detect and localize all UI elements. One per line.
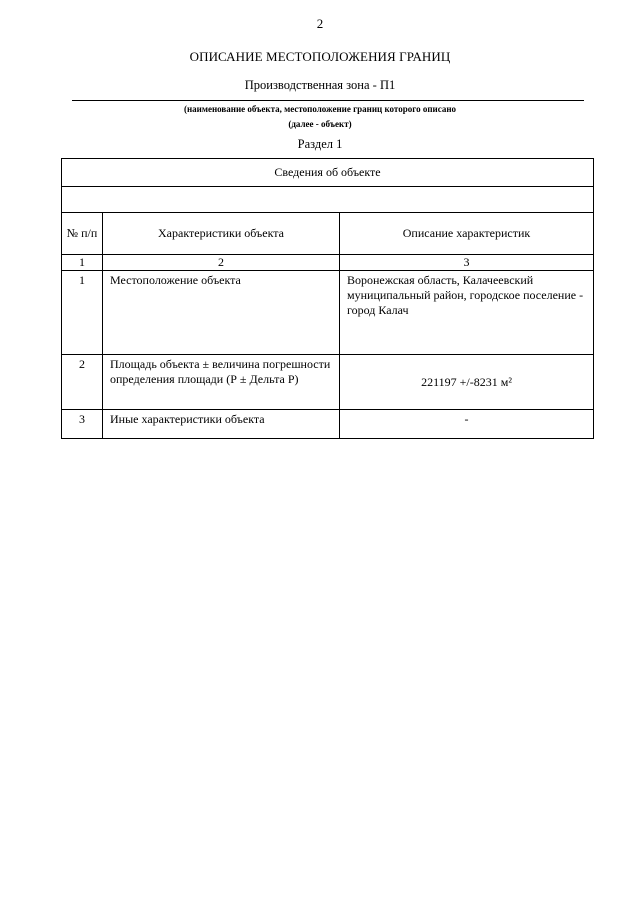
row-characteristic: Иные характеристики объекта bbox=[103, 410, 340, 439]
column-header-characteristics: Характеристики объекта bbox=[103, 213, 340, 255]
column-number-row bbox=[62, 255, 594, 271]
object-note-line1: (наименование объекта, местоположение границ которого описано bbox=[183, 104, 457, 114]
table-row bbox=[62, 355, 594, 410]
column-header-number: № п/п bbox=[62, 213, 103, 255]
object-info-table bbox=[61, 158, 594, 439]
table-header: Сведения об объекте bbox=[62, 159, 594, 187]
section-label: Раздел 1 bbox=[297, 137, 343, 151]
page-number: 2 bbox=[316, 16, 324, 31]
column-number: 1 bbox=[62, 255, 103, 271]
row-number: 3 bbox=[62, 410, 103, 439]
table-empty-row bbox=[62, 187, 594, 213]
column-header-description: Описание характеристик bbox=[340, 213, 594, 255]
column-number: 2 bbox=[103, 255, 340, 271]
row-number: 1 bbox=[62, 271, 103, 355]
table-header-row bbox=[62, 159, 594, 187]
table-row bbox=[62, 271, 594, 355]
row-characteristic: Местоположение объекта bbox=[103, 271, 340, 355]
row-description: 221197 +/-8231 м² bbox=[340, 355, 594, 410]
underline-rule bbox=[72, 100, 584, 101]
row-characteristic: Площадь объекта ± величина погрешности определения площади (Р ± Дельта Р) bbox=[103, 355, 340, 410]
row-description: Воронежская область, Калачеевский муниципальный район, городское поселение - город Калач bbox=[340, 271, 594, 355]
row-number: 2 bbox=[62, 355, 103, 410]
document-title: ОПИСАНИЕ МЕСТОПОЛОЖЕНИЯ ГРАНИЦ bbox=[189, 49, 451, 64]
empty-cell bbox=[62, 187, 594, 213]
row-description: - bbox=[340, 410, 594, 439]
table-row bbox=[62, 410, 594, 439]
object-note-line2: (далее - объект) bbox=[288, 119, 352, 129]
column-header-row bbox=[62, 213, 594, 255]
zone-name: Производственная зона - П1 bbox=[244, 78, 396, 92]
column-number: 3 bbox=[340, 255, 594, 271]
